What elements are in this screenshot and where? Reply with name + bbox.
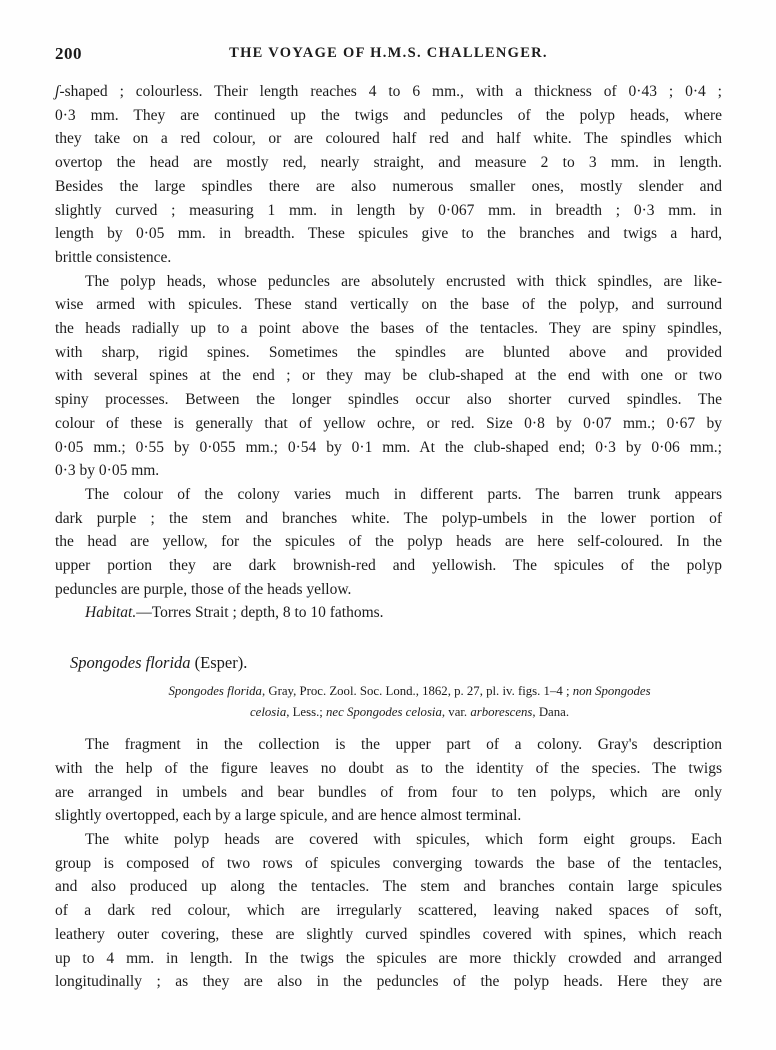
text-line [55,364,722,388]
text-segment: upper portion they are dark brownish-red and yellowish. The spicules of the polyp [55,557,722,575]
text-segment: dark purple ; the stem and branches white. The polyp-umbels in the lower portion of [55,509,722,527]
page-body [55,80,722,994]
paragraph [55,733,722,828]
text-line [55,199,722,223]
text-line [55,436,722,460]
italic-text: Spongodes florida [168,684,262,699]
text-segment: , Less.; [286,704,327,719]
text-line [55,270,722,294]
text-line [55,127,722,151]
text-segment: overtop the head are mostly red, nearly straight, and measure 2 to 3 mm. in length. [55,154,722,172]
text-line [55,317,722,341]
text-segment: (Esper). [190,653,248,673]
text-line [55,852,722,876]
text-segment: Besides the large spindles there are also numerous smaller ones, mostly slender and [55,177,722,195]
text-line [55,757,722,781]
text-segment: leathery outer covering, these are slightly curved spindles covered with spines, which reach [55,925,722,943]
text-segment: The colour of the colony varies much in different parts. The barren trunk appears [85,485,722,503]
text-line [55,175,722,199]
text-segment: group is composed of two rows of spicules converging towards the base of the tentacles, [55,854,722,872]
text-segment: , var. [441,704,471,719]
italic-text: non Spongodes [572,684,651,699]
text-segment: the head are yellow, for the spicules of the polyp heads are here self-coloured. In the [55,533,722,551]
text-segment: 0·3 mm. They are continued up the twigs and peduncles of the polyp heads, where [55,106,722,124]
text-segment: wise armed with spicules. These stand vertically on the base of the polyp, and surround [55,296,722,314]
text-segment: , Gray, Proc. Zool. Soc. Lond., 1862, p. 27, pl. iv. figs. 1–4 ; [261,684,573,699]
text-line [55,388,722,412]
text-segment: 0·05 mm.; 0·55 by 0·055 mm.; 0·54 by 0·1 mm. At the club-shaped end; 0·3 by 0·06 mm.; [55,438,722,456]
paragraph [55,270,722,483]
text-segment: slightly overtopped, each by a large spicule, and are hence almost terminal. [55,807,522,825]
text-segment: , Dana. [532,704,570,719]
text-line [55,875,722,899]
text-segment: colour of these is generally that of yellow ochre, or red. Size 0·8 by 0·07 mm.; 0·67 by [55,414,722,432]
italic-text: nec Spongodes celosia [326,704,442,719]
paragraph [55,80,722,270]
text-segment: The polyp heads, whose peduncles are absolutely encrusted with thick spindles, are like- [85,272,722,290]
text-line [55,804,722,828]
paragraph [55,483,722,602]
text-segment: length by 0·05 mm. in breadth. These spicules give to the branches and twigs a hard, [55,225,722,243]
text-segment: The fragment in the collection is the upper part of a colony. Gray's description [85,736,722,754]
text-line [97,681,722,702]
text-segment: and also produced up along the tentacles. The stem and branches contain large spicules [55,878,722,896]
italic-text: Spongodes florida [70,653,191,673]
text-segment: the heads radially up to a point above the bases of the tentacles. They are spiny spindles, [55,320,722,338]
text-segment: peduncles are purple, those of the heads yellow. [55,580,352,598]
text-segment: with several spines at the end ; or they may be club-shaped at the end with one or two [55,367,722,385]
text-segment: are arranged in umbels and bear bundles of from four to ten polyps, which are only [55,783,722,801]
text-line [55,530,722,554]
text-line [70,651,722,675]
text-line [97,702,722,723]
italic-text: arborescens [470,704,533,719]
text-segment: 0·3 by 0·05 mm. [55,462,160,480]
text-segment: brittle consistence. [55,248,172,266]
citation [55,681,722,722]
text-line [55,507,722,531]
species-heading [55,651,722,675]
text-line [55,459,722,483]
text-line [55,293,722,317]
text-line [55,947,722,971]
text-segment: they take on a red colour, or are coloured half red and half white. The spindles which [55,130,722,148]
text-segment: —Torres Strait ; depth, 8 to 10 fathoms. [136,604,384,622]
text-line [55,341,722,365]
text-line [55,733,722,757]
text-line [55,970,722,994]
text-line [55,781,722,805]
text-line [55,923,722,947]
italic-text: ʃ [55,83,60,100]
page-number: 200 [55,44,82,63]
running-title: THE VOYAGE OF H.M.S. CHALLENGER. [229,45,548,61]
italic-text: celosia [249,704,287,719]
text-segment: of a dark red colour, which are irregularly scattered, leaving naked spaces of soft, [55,902,722,920]
text-line [55,828,722,852]
text-line [55,601,722,625]
text-line [55,222,722,246]
text-line [55,104,722,128]
text-segment: with the help of the figure leaves no doubt as to the identity of the species. The twigs [55,759,722,777]
page-header [55,44,722,68]
italic-text: Habitat. [85,604,137,622]
text-line [55,80,722,104]
text-line [55,554,722,578]
text-line [55,899,722,923]
paragraph [55,601,722,625]
paragraph [55,828,722,994]
text-segment: slightly curved ; measuring 1 mm. in length by 0·067 mm. in breadth ; 0·3 mm. in [55,201,722,219]
text-line [55,483,722,507]
text-segment: The white polyp heads are covered with spicules, which form eight groups. Each [85,830,722,848]
text-segment: longitudinally ; as they are also in the peduncles of the polyp heads. Here they are [55,973,722,991]
text-segment: up to 4 mm. in length. In the twigs the spicules are more thickly crowded and arranged [55,949,722,967]
text-segment: spiny processes. Between the longer spindles occur also shorter curved spindles. The [55,391,722,409]
text-segment: -shaped ; colourless. Their length reaches 4 to 6 mm., with a thickness of 0·43 ; 0·4 ; [59,83,722,100]
text-line [55,246,722,270]
text-line [55,412,722,436]
text-line [55,151,722,175]
text-line [55,578,722,602]
text-segment: with sharp, rigid spines. Sometimes the spindles are blunted above and provided [55,343,722,361]
